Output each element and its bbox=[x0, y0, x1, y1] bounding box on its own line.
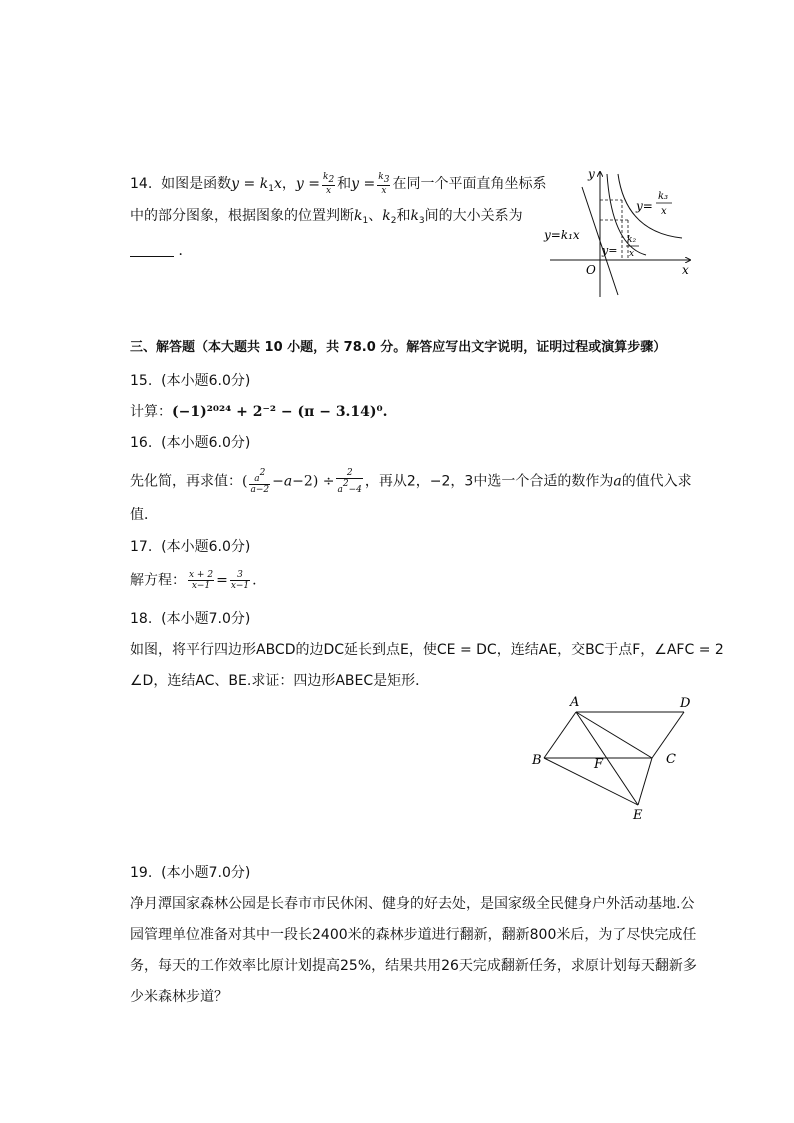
svg-text:y=: y= bbox=[636, 199, 653, 213]
point-A: A bbox=[570, 695, 580, 710]
point-C: C bbox=[666, 752, 676, 767]
origin-label: O bbox=[586, 263, 596, 277]
q18-body-1: 如图，将平行四边形ABCD的边DC延长到点E，使CE = DC，连结AE，交BC于点F，∠AFC = 2 bbox=[130, 642, 724, 658]
section-title: 三、解答题（本大题共 10 小题，共 78.0 分。解答应写出文字说明，证明过程或演算步骤） bbox=[130, 340, 667, 355]
answer-blank[interactable] bbox=[130, 256, 174, 257]
q19-body-4: 少米森林步道？ bbox=[130, 989, 228, 1005]
q18-header: 18. (本小题7.0分) bbox=[130, 611, 251, 627]
q19-body-1: 净月潭国家森林公园是长春市市民休闲、健身的好去处，是国家级全民健身户外活动基地.公 bbox=[130, 896, 695, 912]
q19-body-2: 园管理单位准备对其中一段长2400米的森林步道进行翻新，翻新800米后，为了尽快完成任 bbox=[130, 927, 697, 943]
q16-header: 16. (本小题6.0分) bbox=[130, 435, 251, 451]
q14-graph bbox=[540, 162, 700, 302]
q18-figure bbox=[530, 690, 710, 825]
x-axis-label: x bbox=[682, 263, 689, 277]
q15-header: 15. (本小题6.0分) bbox=[130, 373, 251, 389]
point-F: F bbox=[594, 757, 604, 772]
q17-header: 17. (本小题6.0分) bbox=[130, 539, 251, 555]
q15-body: 计算：(−1)²⁰²⁴ + 2⁻² − (π − 3.14)⁰. bbox=[130, 404, 388, 420]
q16-body: 先化简，再求值：( $\frac{a^2}{a-2}$ −a−2) ÷ $\frac{2}{a^2-4}$ ，再从2，−2，3中选一个合适的数作为a的值代入求 bbox=[130, 468, 692, 495]
point-D: D bbox=[680, 696, 691, 711]
q19-header: 19. (本小题7.0分) bbox=[130, 865, 251, 881]
q14-line1: 14. 如图是函数$y = k_1x$，y = $\frac{k_2}{x}$ 和y = $\frac{k_3}{x}$ 在同一个平面直角坐标系 bbox=[130, 172, 547, 196]
y-axis-label: y bbox=[588, 167, 595, 181]
svg-text:k₂: k₂ bbox=[627, 235, 637, 245]
point-E: E bbox=[633, 808, 643, 823]
svg-text:x: x bbox=[629, 249, 635, 259]
q18-body-2: ∠D，连结AC、BE.求证：四边形ABEC是矩形． bbox=[130, 673, 430, 689]
svg-text:y=: y= bbox=[602, 244, 618, 257]
q19-body-3: 务，每天的工作效率比原计划提高25%，结果共用26天完成翻新任务，求原计划每天翻新多 bbox=[130, 958, 697, 974]
q14-number: 14. bbox=[130, 176, 153, 192]
q14-line3: ． bbox=[130, 242, 192, 260]
line-k1x-label: y=k₁x bbox=[544, 228, 580, 242]
q17-body: 解方程： $\frac{x + 2}{x-1}$ = $\frac{3}{x-1}$ . bbox=[130, 570, 257, 591]
point-B: B bbox=[532, 753, 542, 768]
q14-line2: 中的部分图象，根据图象的位置判断$k_1$、$k_2$和$k_3$间的大小关系为 bbox=[130, 208, 523, 226]
svg-text:x: x bbox=[661, 206, 667, 217]
q16-body-2: 值． bbox=[130, 507, 158, 523]
svg-text:k₃: k₃ bbox=[658, 191, 669, 202]
